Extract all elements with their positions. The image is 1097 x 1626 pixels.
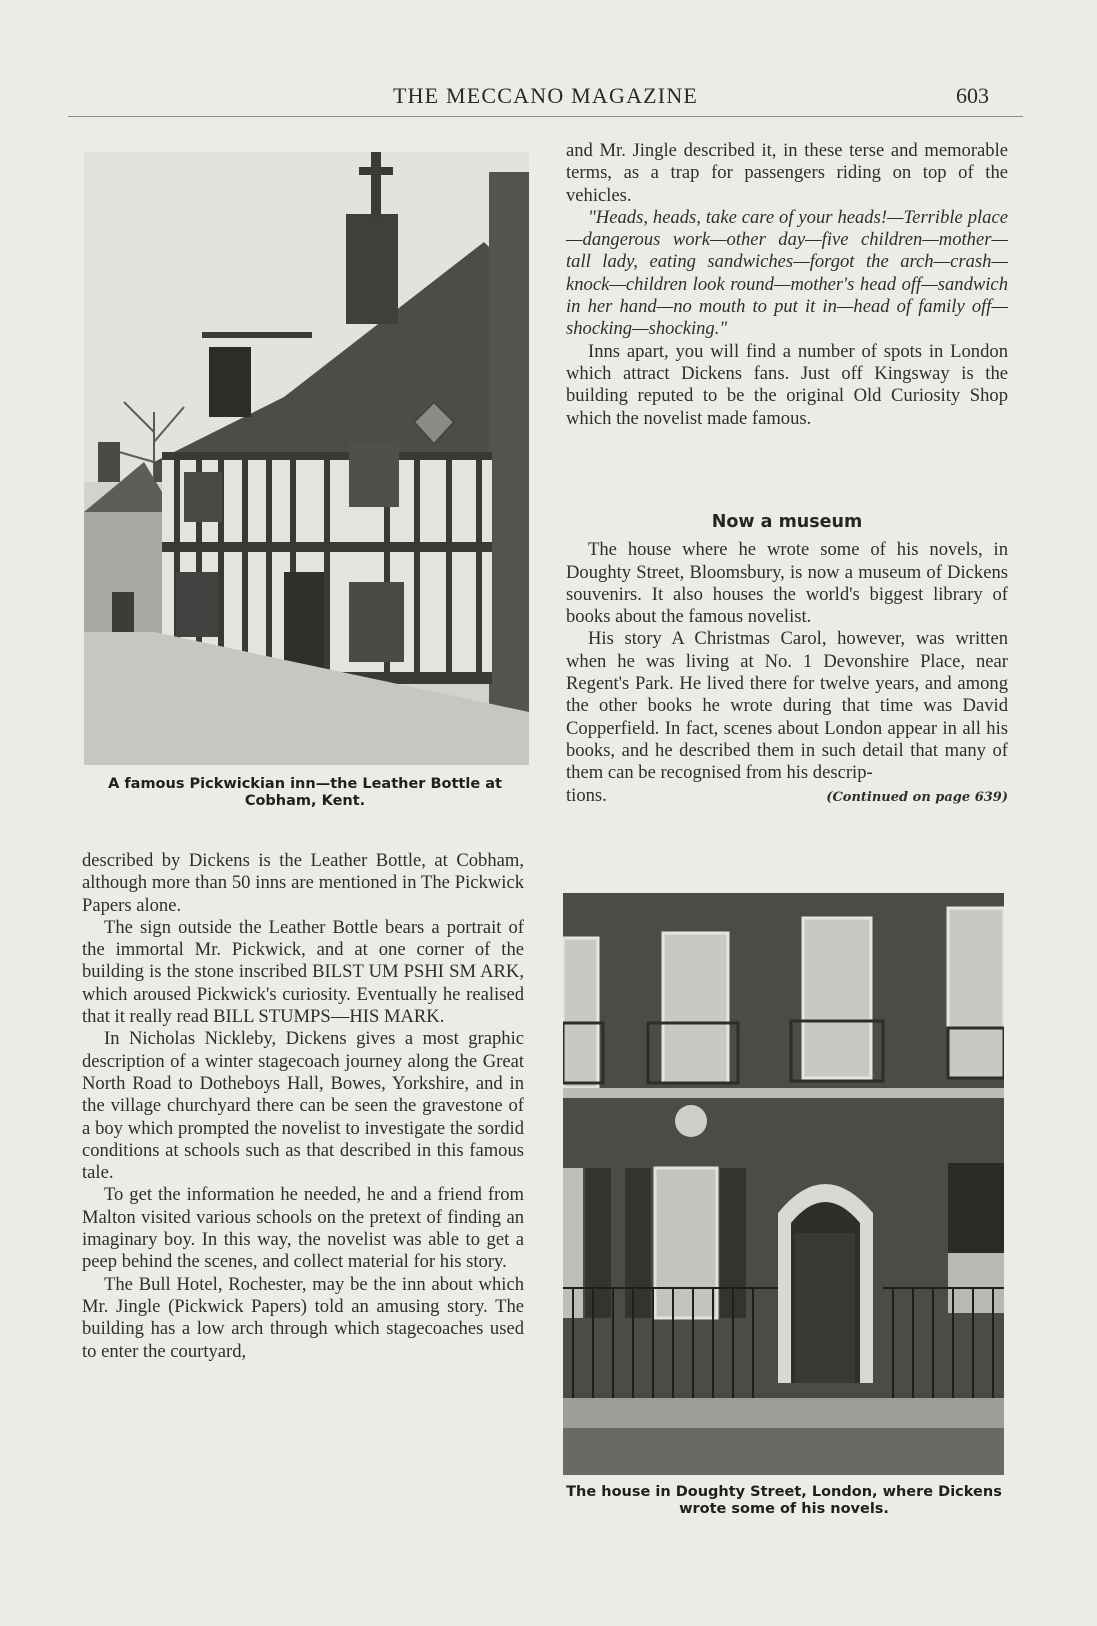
left-paragraph-5: The Bull Hotel, Rochester, may be the inn about which Mr. Jingle (Pickwick Papers) told an amusing story. The building has a low arch through which stagecoaches used to enter the courtyard, bbox=[82, 1273, 524, 1362]
running-header bbox=[68, 80, 1023, 117]
left-paragraph-1: described by Dickens is the Leather Bottle, at Cobham, although more than 50 inns are mentioned in The Pickwick Papers alone. bbox=[82, 850, 524, 916]
left-paragraph-3: In Nicholas Nickleby, Dickens gives a most graphic description of a winter stagecoach journey along the Great North Road to Dotheboys Hall, Bowes, Yorkshire, and in the village churchyard there can be seen the gravestone of a boy which prompted the novelist to investigate the sordid conditions at schools such as that described in this famous tale. bbox=[82, 1028, 524, 1184]
right-column-top bbox=[566, 140, 1008, 430]
right-paragraph-4-end: tions. bbox=[566, 784, 607, 806]
doughty-street-house-photo bbox=[563, 893, 1004, 1475]
page-number: 603 bbox=[956, 83, 989, 108]
inn-photo-caption: A famous Pickwickian inn—the Leather Bottle at Cobham, Kent. bbox=[108, 776, 502, 809]
right-column-museum-section bbox=[566, 503, 1008, 809]
left-column bbox=[82, 850, 524, 1363]
left-paragraph-4: To get the information he needed, he and a friend from Malton visited various schools on the pretext of finding an imaginary boy. In this way, the novelist was able to get a peep behind the scenes, and collect material for his story. bbox=[82, 1184, 524, 1273]
house-photo-caption: The house in Doughty Street, London, where Dickens wrote some of his novels. bbox=[566, 1484, 1002, 1517]
continued-line bbox=[566, 785, 1008, 809]
left-paragraph-2: The sign outside the Leather Bottle bears a portrait of the immortal Mr. Pickwick, and at one corner of the building is the stone inscribed BILST UM PSHI SM ARK, which aroused Pickwick's curiosity. Eventually he realised that it really read BILL STUMPS—HIS MARK. bbox=[82, 916, 524, 1028]
leather-bottle-inn-photo bbox=[84, 152, 529, 765]
right-paragraph-4: His story A Christmas Carol, however, was written when he was living at No. 1 Devonshire Place, near Regent's Park. He lived there for twelve years, and among the other books he wrote during that time was David Copperfield. In fact, scenes about London appear in all his books, and he described them in such detail that many of them can be recognised from his descrip- bbox=[566, 628, 1008, 784]
right-paragraph-1: and Mr. Jingle described it, in these terse and memorable terms, as a trap for passengers riding on top of the vehicles. bbox=[566, 140, 1008, 206]
right-paragraph-2: Inns apart, you will find a number of spots in London which attract Dickens fans. Just off Kingsway is the building reputed to be the original Old Curiosity Shop which the novelist made famous. bbox=[566, 340, 1008, 429]
magazine-title: THE MECCANO MAGAZINE bbox=[392, 83, 699, 108]
section-subheading: Now a museum bbox=[711, 512, 863, 532]
jingle-quote: "Heads, heads, take care of your heads!—Terrible place—dangerous work—other day—five children—mother—tall lady, eating sandwiches—forgot the arch—crash—knock—children look round—mother's head off—sandwich in her hand—no mouth to put it in—head of family off—shocking—shocking." bbox=[566, 206, 1008, 340]
continued-note: (Continued on page 639) bbox=[826, 789, 1008, 805]
right-paragraph-3: The house where he wrote some of his novels, in Doughty Street, Bloomsbury, is now a museum of Dickens souvenirs. It also houses the world's biggest library of books about the famous novelist. bbox=[566, 539, 1008, 628]
